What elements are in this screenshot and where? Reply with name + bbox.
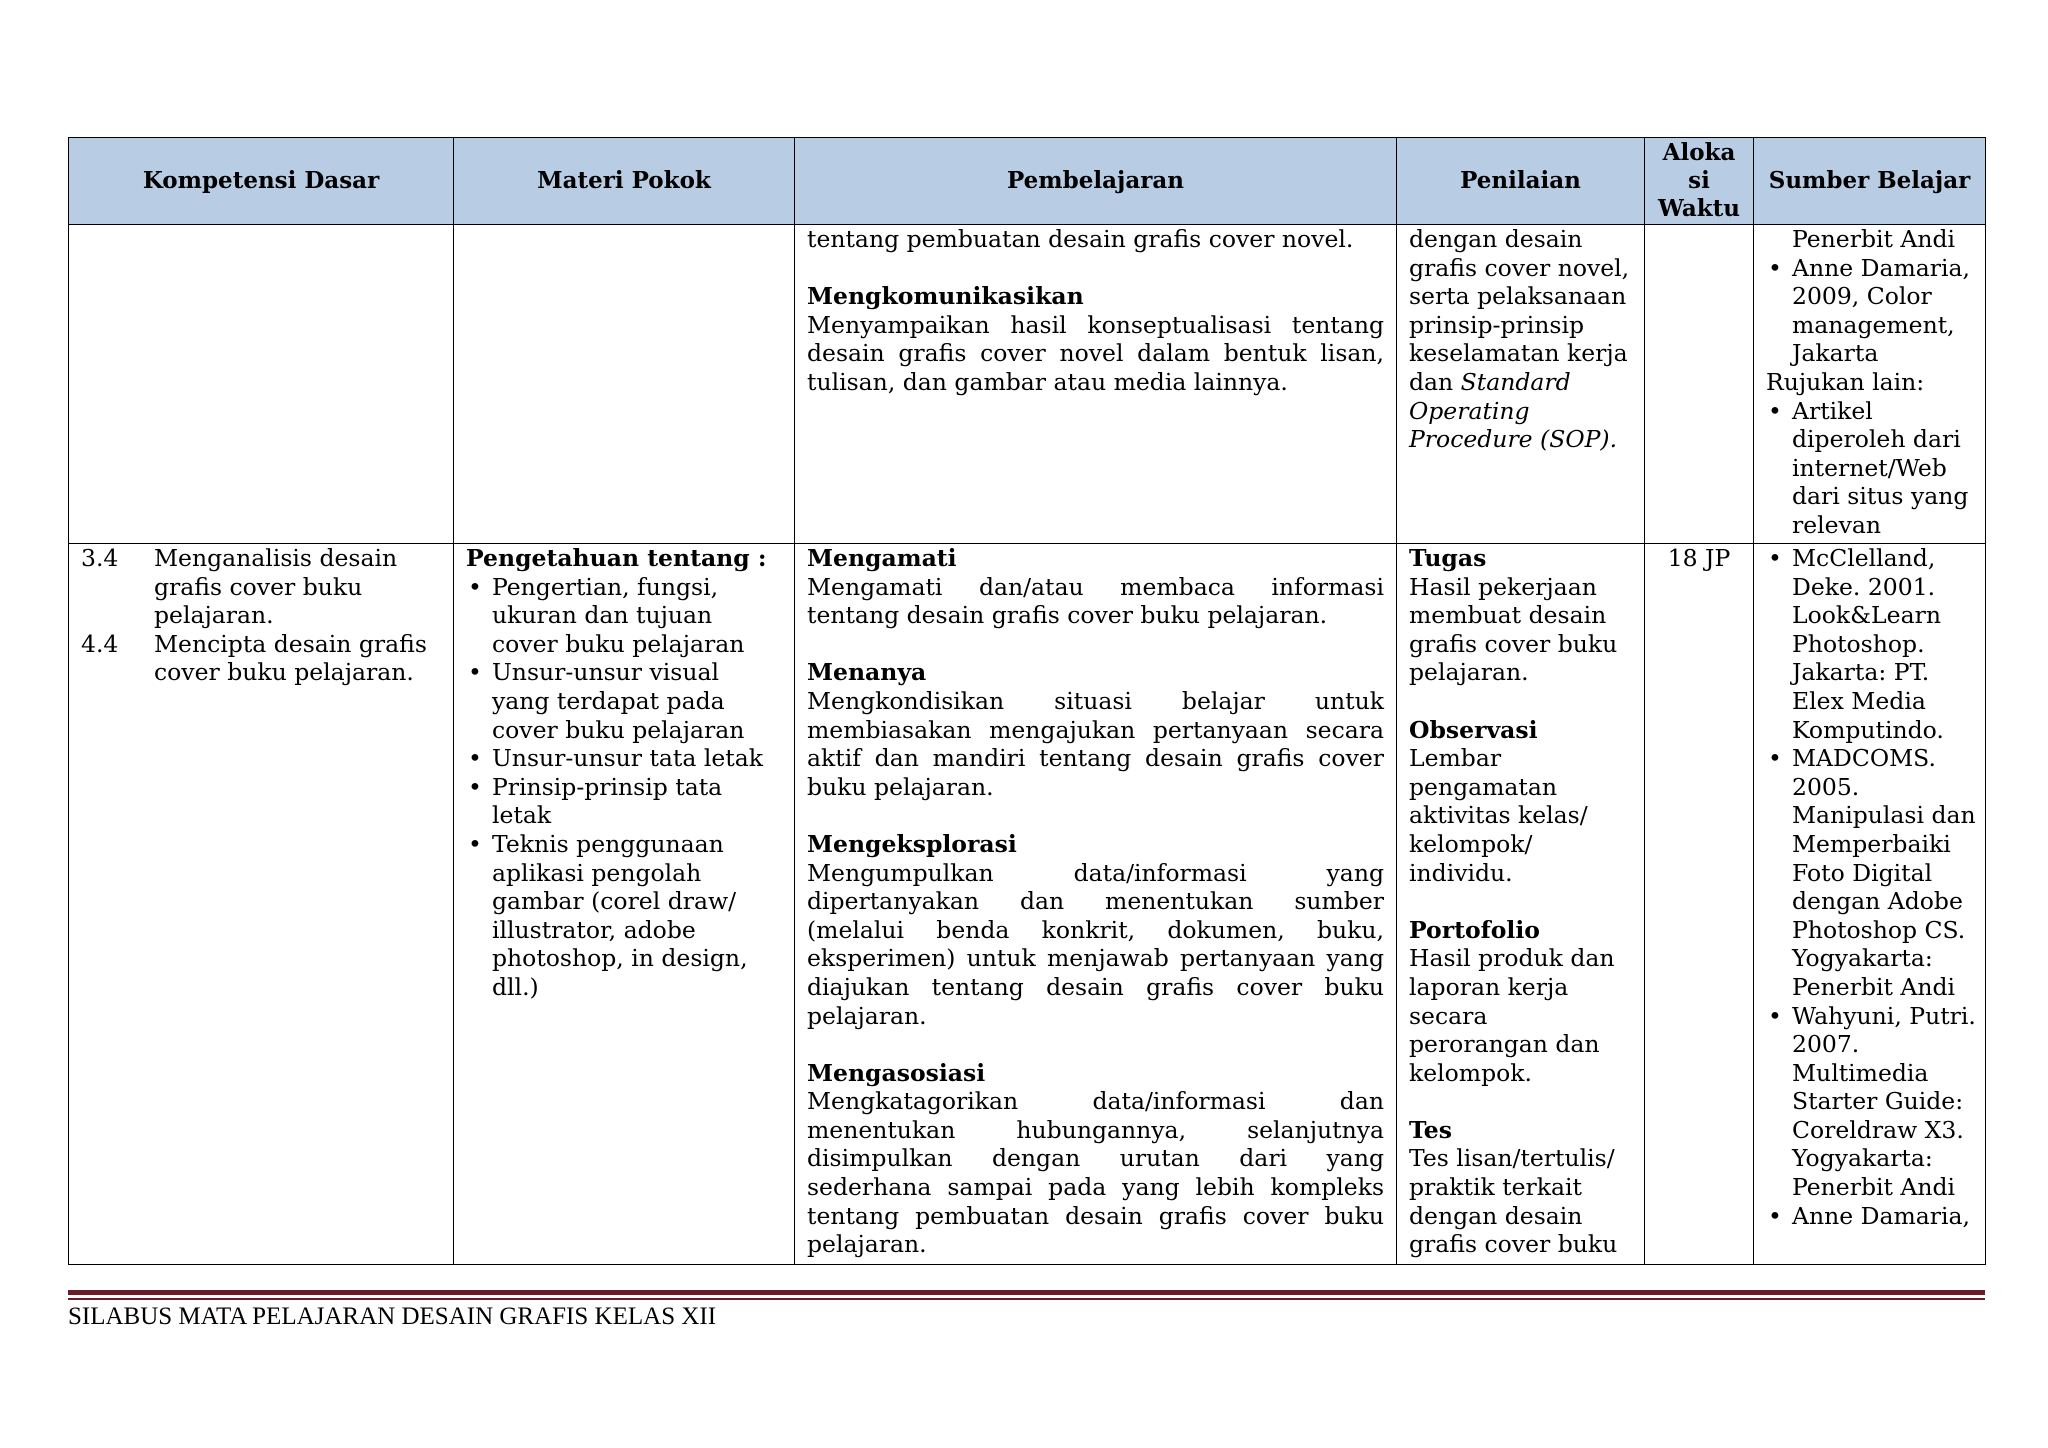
kd-item [81,544,441,630]
kd-number: 4.4 [81,629,119,658]
kd-text: Menganalisis desain grafis cover buku pelajaran. [154,544,398,630]
materi-heading: Pengetahuan tentang : [466,544,767,572]
footer-rule-thick [68,1290,1985,1295]
kd-item [81,630,441,687]
page-footer: SILABUS MATA PELAJARAN DESAIN GRAFIS KELAS XII [68,1303,717,1330]
mengkomunikasikan-text: Menyampaikan hasil konseptualisasi tentang desain grafis cover novel dalam bentuk lisan, tulisan, dan gambar atau media lainnya. [807,310,1384,396]
cell-penilaian [1397,225,1645,544]
cell-sumber-belajar [1754,544,1986,1265]
cell-materi-pokok [454,544,795,1265]
list-item: • Artikel diperoleh dari internet/Web dari situs yang relevan [1766,397,1977,540]
rujukan-list [1766,397,1977,540]
list-item: • Pengertian, fungsi, ukuran dan tujuan cover buku pelajaran [466,573,782,659]
sumber-continuation: Penerbit Andi [1792,225,1956,253]
header-pembelajaran: Pembelajaran [795,138,1397,225]
list-item: • Unsur-unsur visual yang terdapat pada cover buku pelajaran [466,658,782,744]
penilaian-sop-italic: Standard Operating Procedure (SOP). [1409,367,1618,454]
list-item: • Wahyuni, Putri. 2007. Multimedia Starter Guide: Coreldraw X3. Yogyakarta: Penerbit Andi [1766,1002,1977,1202]
portofolio-text: Hasil produk dan laporan kerja secara perorangan dan kelompok. [1409,944,1615,1087]
menanya-text: Mengkondisikan situasi belajar untuk membiasakan mengajukan pertanyaan secara aktif dan mandiri tentang desain grafis cover buku pelajaran. [807,686,1384,801]
cell-penilaian [1397,544,1645,1265]
rujukan-label: Rujukan lain: [1766,367,1925,396]
header-alokasi-line-3: Waktu [1657,195,1741,222]
list-item: • Anne Damaria, 2009, Color management, Jakarta [1766,254,1977,368]
mengkomunikasikan-heading: Mengkomunikasikan [807,282,1084,311]
mengasosiasi-heading: Mengasosiasi [807,1058,986,1087]
table-row [69,544,1986,1265]
table-row [69,225,1986,544]
table-header-row [69,138,1986,225]
sumber-list [1766,254,1977,368]
tugas-text: Hasil pekerjaan membuat desain grafis cover buku pelajaran. [1409,572,1618,687]
list-item: • Prinsip-prinsip tata letak [466,773,782,830]
mengeksplorasi-text: Mengumpulkan data/informasi yang dipertanyakan dan menentukan sumber (melalui benda konkrit, dokumen, buku, eksperimen) untuk menjawab pertanyaan yang diajukan tentang desain grafis cover buku pelajaran. [807,858,1384,1030]
materi-list [466,573,782,1002]
list-item: • Unsur-unsur tata letak [466,744,782,773]
observasi-text: Lembar pengamatan aktivitas kelas/ kelompok/ individu. [1409,744,1588,887]
header-alokasi-waktu [1645,138,1754,225]
header-materi-pokok: Materi Pokok [454,138,795,225]
header-alokasi-line-1: Aloka [1662,139,1736,166]
cell-pembelajaran [795,544,1397,1265]
kd-number: 3.4 [81,544,119,572]
observasi-heading: Observasi [1409,715,1538,744]
menanya-heading: Menanya [807,658,927,687]
mengamati-heading: Mengamati [807,544,957,572]
tes-heading: Tes [1409,1115,1452,1144]
list-item: • MADCOMS. 2005. Manipulasi dan Memperbaiki Foto Digital dengan Adobe Photoshop CS. Yogyakarta: Penerbit Andi [1766,744,1977,1001]
cell-sumber-belajar [1754,225,1986,544]
tes-text: Tes lisan/tertulis/ praktik terkait dengan desain grafis cover buku [1409,1144,1618,1259]
footer-rule-thin [68,1298,1985,1300]
list-item: • McClelland, Deke. 2001. Look&Learn Photoshop. Jakarta: PT. Elex Media Komputindo. [1766,544,1977,744]
kd-text: Mencipta desain grafis cover buku pelajaran. [154,629,427,687]
cell-kompetensi-dasar [69,544,454,1265]
header-sumber-belajar: Sumber Belajar [1754,138,1986,225]
header-alokasi-line-2: si [1688,167,1710,194]
header-kompetensi-dasar: Kompetensi Dasar [69,138,454,225]
portofolio-heading: Portofolio [1409,915,1540,944]
mengamati-text: Mengamati dan/atau membaca informasi tentang desain grafis cover buku pelajaran. [807,572,1384,630]
list-item: • Teknis penggunaan aplikasi pengolah gambar (corel draw/ illustrator, adobe photoshop, in design, dll.) [466,830,782,1002]
list-item: • Anne Damaria, [1766,1202,1977,1231]
mengeksplorasi-heading: Mengeksplorasi [807,829,1017,858]
cell-alokasi-waktu [1645,225,1754,544]
tugas-heading: Tugas [1409,544,1487,572]
pembelajaran-continuation: tentang pembuatan desain grafis cover novel. [807,225,1354,253]
penilaian-continuation: dengan desain grafis cover novel, serta pelaksanaan prinsip-prinsip keselamatan kerja dan [1409,225,1630,396]
cell-pembelajaran [795,225,1397,544]
cell-alokasi-waktu: 18 JP [1645,544,1754,1265]
mengasosiasi-text: Mengkatagorikan data/informasi dan menentukan hubungannya, selanjutnya disimpulkan dengan urutan dari yang sederhana sampai pada yang lebih kompleks tentang pembuatan desain grafis cover buku pelajaran. [807,1087,1384,1259]
header-penilaian: Penilaian [1397,138,1645,225]
sumber-list [1766,544,1977,1230]
syllabus-table [68,137,1986,1265]
cell-materi-pokok [454,225,795,544]
cell-kompetensi-dasar [69,225,454,544]
